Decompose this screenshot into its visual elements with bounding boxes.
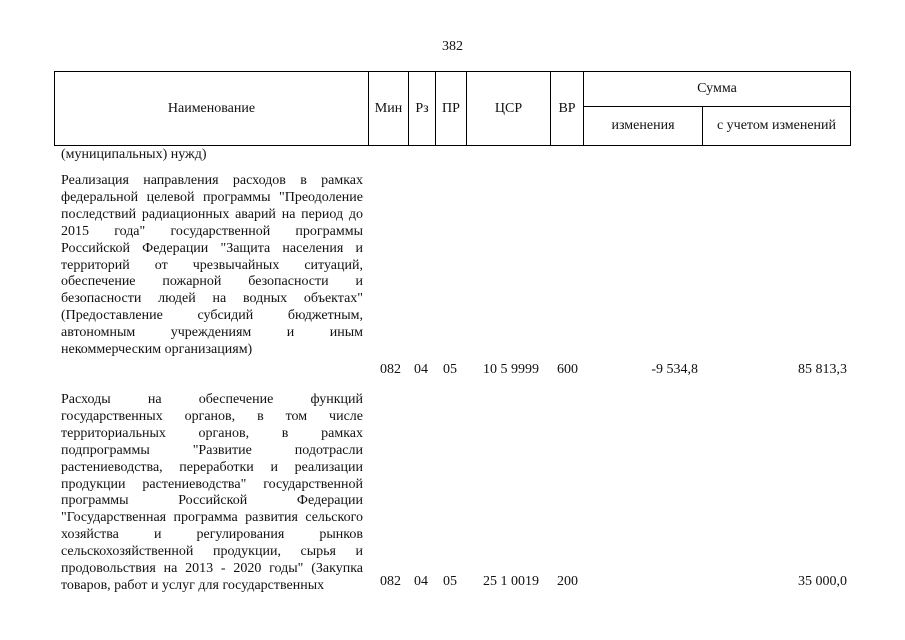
header-vr: ВР — [558, 100, 576, 116]
row-pr: 05 — [443, 362, 457, 377]
row-min: 082 — [380, 574, 401, 589]
header-change: изменения — [611, 118, 675, 133]
row-rz: 04 — [414, 362, 428, 377]
page-number: 382 — [442, 39, 463, 54]
header-rz: Рз — [415, 100, 429, 116]
header-bottom-border — [54, 145, 851, 146]
row-total: 85 813,3 — [798, 362, 847, 377]
header-csr: ЦСР — [494, 100, 523, 116]
header-pr: ПР — [442, 100, 460, 116]
row-min: 082 — [380, 362, 401, 377]
row-name: (муниципальных) нужд) — [61, 147, 207, 162]
header-sum: Сумма — [697, 81, 737, 96]
row-change: -9 534,8 — [651, 362, 698, 377]
row-csr: 25 1 0019 — [483, 574, 539, 589]
row-name: Расходы на обеспечение функций государственных органов, в том числе территориальных органов, в рамках подпрограммы "Развитие подотрасли растениеводства, переработки и реализации продукции растениеводства" государственной программы Российской Федерации "Государственная программа развития сельского хозяйства и регулирования рынков сельскохозяйственной продукции, сырья и продовольствия на 2013 - 2020 годы" (Закупка товаров, работ и услуг для государственных — [61, 392, 363, 593]
row-rz: 04 — [414, 574, 428, 589]
row-total: 35 000,0 — [798, 574, 847, 589]
row-csr: 10 5 9999 — [483, 362, 539, 377]
header-min: Мин — [374, 100, 403, 116]
header-with-changes: с учетом изменений — [716, 118, 837, 133]
header-border-right — [850, 71, 851, 146]
row-name: Реализация направления расходов в рамках федеральной целевой программы "Преодоление последствий радиационных аварий на период до 2015 года" государственной программы Российской Федерации "Защита населения и территорий от чрезвычайных ситуаций, обеспечение пожарной безопасности и безопасности людей на водных объектах" (Предоставление субсидий бюджетным, автономным учреждениям и иным некоммерческим организациям) — [61, 173, 363, 358]
row-vr: 600 — [557, 362, 578, 377]
row-vr: 200 — [557, 574, 578, 589]
row-pr: 05 — [443, 574, 457, 589]
header-name: Наименование — [167, 100, 256, 116]
